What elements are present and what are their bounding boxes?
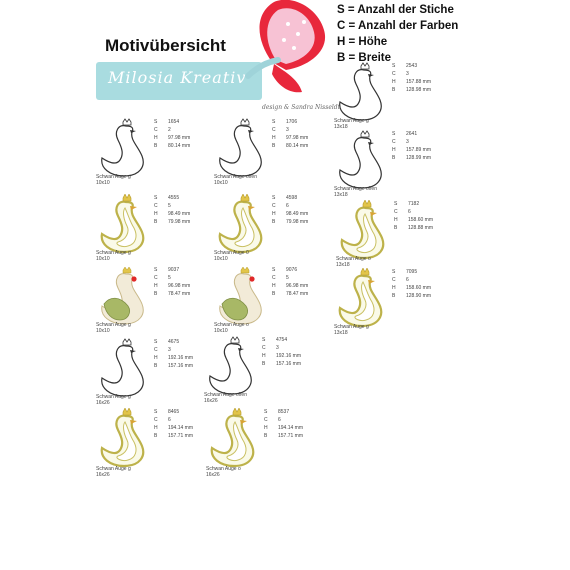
item-caption: Schwan Auge g 13x18 xyxy=(334,118,369,130)
design-item[interactable] xyxy=(96,194,216,264)
swan-filled-icon xyxy=(214,266,266,326)
item-stats: S 2543 C 3 H 157.88 mm B 128.98 mm xyxy=(392,63,432,93)
item-caption: Schwan Auge g 16x26 xyxy=(96,394,131,406)
butterfly-logo xyxy=(226,0,338,100)
design-item[interactable] xyxy=(96,338,216,408)
swan-outline-icon xyxy=(96,118,148,178)
item-stats: S 4675 C 3 H 192.16 mm B 157.16 mm xyxy=(154,339,194,369)
item-stats: S 9076 C 5 H 96.98 mm B 78.47 mm xyxy=(272,267,309,297)
swan-outline-icon xyxy=(96,338,148,398)
design-item[interactable] xyxy=(214,118,334,188)
item-stats: S 7095 C 6 H 158.60 mm B 128.90 mm xyxy=(392,269,432,299)
swan-frame-icon xyxy=(206,408,258,468)
swan-frame-icon xyxy=(96,408,148,468)
item-caption: Schwan Auge g 13x18 xyxy=(334,324,369,336)
legend-width: B = Breite xyxy=(337,52,392,64)
item-caption: Schwan Auge o 16x26 xyxy=(206,466,241,478)
design-item[interactable] xyxy=(334,130,454,200)
swan-frame-icon xyxy=(96,194,148,254)
item-stats: S 1706 C 3 H 97.98 mm B 80.14 mm xyxy=(272,119,309,149)
design-item[interactable] xyxy=(96,408,216,478)
item-caption: Schwan Auge offen 16x26 xyxy=(204,392,247,404)
brand-logo: Milosia Kreativ xyxy=(108,68,247,87)
design-item[interactable] xyxy=(214,266,334,336)
design-item[interactable] xyxy=(206,408,326,478)
legend xyxy=(337,2,458,66)
page-title: Motivübersicht xyxy=(105,36,226,55)
legend-height: H = Höhe xyxy=(337,36,388,48)
design-item[interactable] xyxy=(96,266,216,336)
item-caption: Schwan Auge o 13x18 xyxy=(336,256,371,268)
item-caption: Schwan Auge 0 10x10 xyxy=(214,250,249,262)
swan-outline-icon xyxy=(214,118,266,178)
item-caption: Schwan Auge g 16x26 xyxy=(96,466,131,478)
item-caption: Schwan Auge offen 10x10 xyxy=(214,174,257,186)
swan-outline-icon xyxy=(334,130,386,190)
design-item[interactable] xyxy=(336,200,456,270)
design-item[interactable] xyxy=(334,62,454,132)
item-stats: S 1654 C 2 H 97.98 mm B 80.14 mm xyxy=(154,119,191,149)
item-stats: S 9037 C 5 H 96.98 mm B 78.47 mm xyxy=(154,267,191,297)
item-caption: Schwan Auge offen 13x18 xyxy=(334,186,377,198)
swan-frame-icon xyxy=(336,200,388,260)
item-stats: S 2641 C 3 H 157.89 mm B 128.99 mm xyxy=(392,131,432,161)
swan-outline-icon xyxy=(334,62,386,122)
swan-frame-icon xyxy=(214,194,266,254)
design-item[interactable] xyxy=(334,268,454,338)
design-item[interactable] xyxy=(204,336,324,406)
item-stats: S 7182 C 6 H 158.60 mm B 128.88 mm xyxy=(394,201,434,231)
design-item[interactable] xyxy=(214,194,334,264)
item-caption: Schwan Auge g 10x10 xyxy=(96,174,131,186)
design-signature: design & Sandra Nisseldt xyxy=(262,104,341,111)
item-stats: S 4754 C 3 H 192.16 mm B 157.16 mm xyxy=(262,337,302,367)
item-caption: Schwan Auge o 10x10 xyxy=(214,322,249,334)
swan-outline-icon xyxy=(204,336,256,396)
item-caption: Schwan Auge g 10x10 xyxy=(96,322,131,334)
swan-filled-icon xyxy=(96,266,148,326)
item-stats: S 8537 C 6 H 194.14 mm B 157.71 mm xyxy=(264,409,304,439)
item-caption: Schwan Auge g 10x10 xyxy=(96,250,131,262)
swan-frame-icon xyxy=(334,268,386,328)
item-stats: S 8465 C 6 H 194.14 mm B 157.71 mm xyxy=(154,409,194,439)
item-stats: S 4598 C 6 H 98.49 mm B 79.98 mm xyxy=(272,195,309,225)
legend-stitches: S = Anzahl der Stiche xyxy=(337,4,454,16)
legend-colors: C = Anzahl der Farben xyxy=(337,20,459,32)
item-stats: S 4555 C 5 H 98.49 mm B 79.98 mm xyxy=(154,195,191,225)
design-item[interactable] xyxy=(96,118,216,188)
